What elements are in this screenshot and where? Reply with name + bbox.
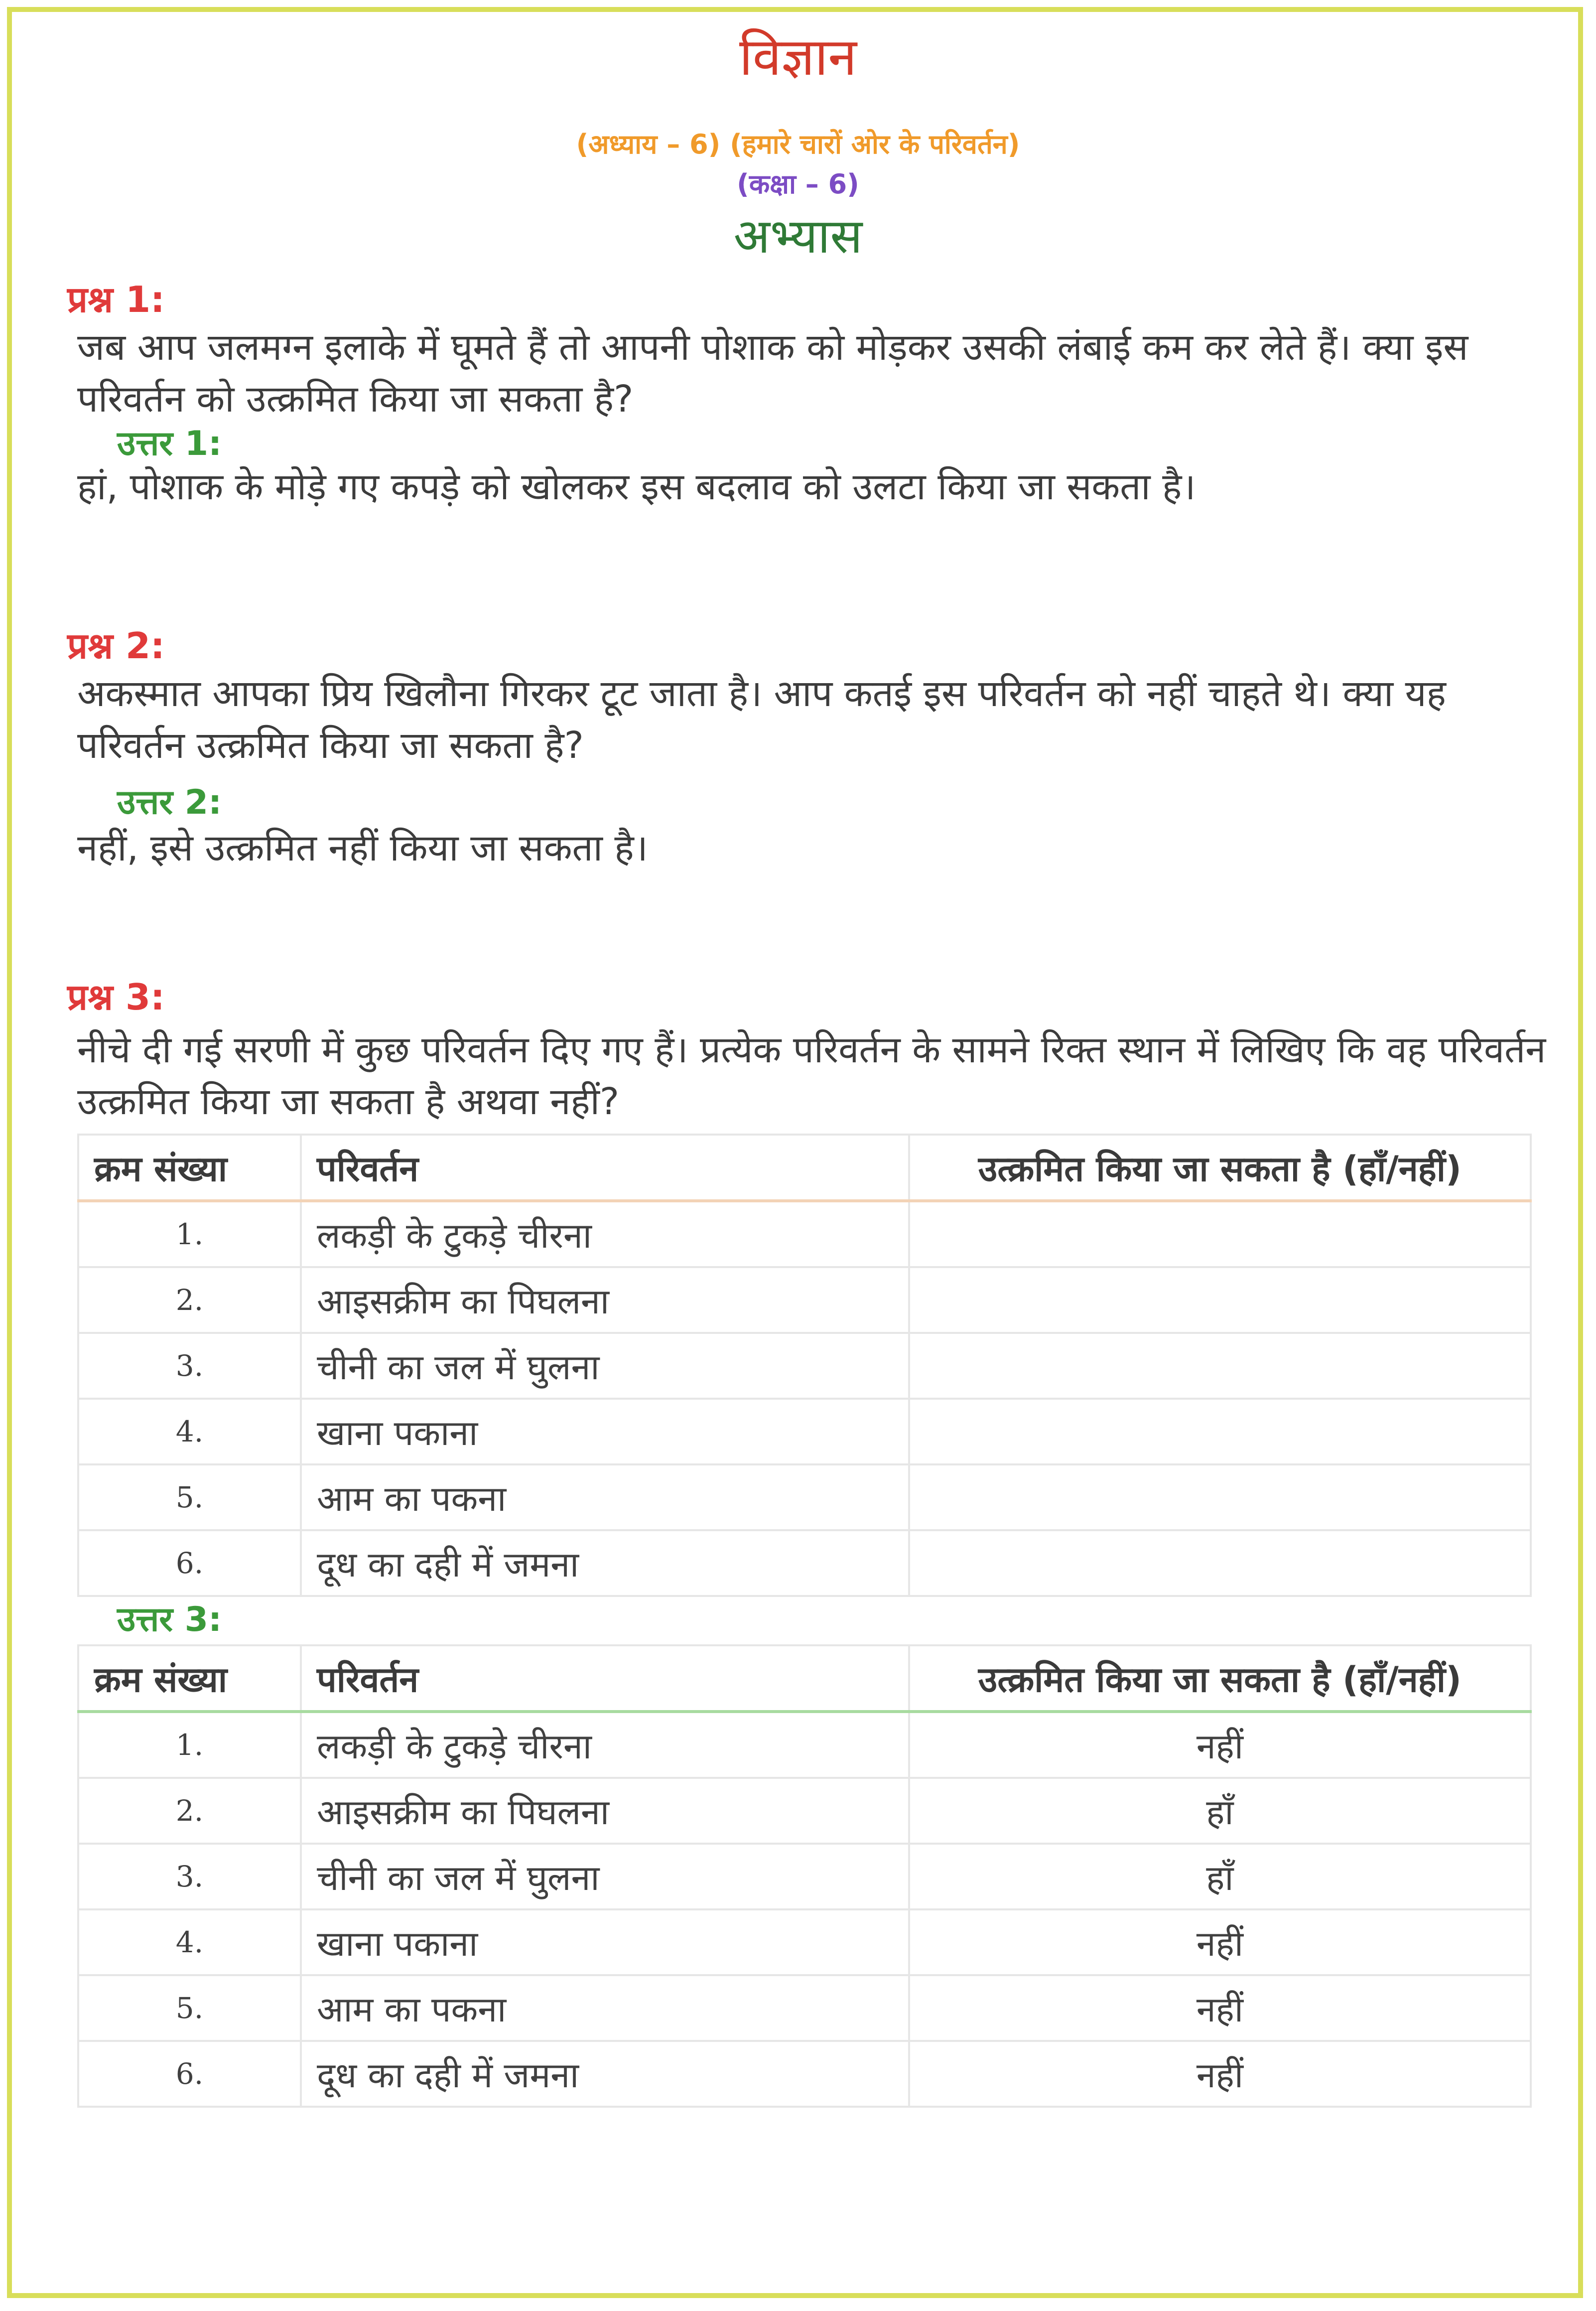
header-change: परिवर्तन xyxy=(301,1645,909,1712)
answer-2-label: उत्तर 2: xyxy=(117,783,222,822)
row-number: 3. xyxy=(78,1333,301,1399)
row-change: लकड़ी के टुकड़े चीरना xyxy=(301,1201,909,1267)
table-row xyxy=(78,2041,1531,2107)
header-change: परिवर्तन xyxy=(301,1135,909,1201)
blank-cell xyxy=(909,1399,1531,1464)
table-row xyxy=(78,1975,1531,2041)
row-change: चीनी का जल में घुलना xyxy=(301,1844,909,1909)
answer-3-label: उत्तर 3: xyxy=(117,1600,222,1639)
row-number: 4. xyxy=(78,1909,301,1975)
table-header-row xyxy=(78,1135,1531,1201)
blank-cell xyxy=(909,1267,1531,1333)
row-change: खाना पकाना xyxy=(301,1909,909,1975)
row-change: आइसक्रीम का पिघलना xyxy=(301,1778,909,1844)
blank-cell xyxy=(909,1464,1531,1530)
row-change: आइसक्रीम का पिघलना xyxy=(301,1267,909,1333)
row-change: आम का पकना xyxy=(301,1464,909,1530)
row-number: 6. xyxy=(78,2041,301,2107)
row-change: आम का पकना xyxy=(301,1975,909,2041)
question-3-text: नीचे दी गई सरणी में कुछ परिवर्तन दिए गए हैं। प्रत्येक परिवर्तन के सामने रिक्त स्थान में लिखिए कि वह परिवर्तन उत्क्रमित किया जा सकता है अथवा नहीं? xyxy=(77,1028,1546,1123)
class-heading: (कक्षा – 6) xyxy=(737,168,859,200)
header-serial: क्रम संख्या xyxy=(78,1135,301,1201)
blank-cell xyxy=(909,1201,1531,1267)
table-row xyxy=(78,1909,1531,1975)
row-number: 4. xyxy=(78,1399,301,1464)
question-2-label: प्रश्न 2: xyxy=(67,625,165,667)
question-2-text: अकस्मात आपका प्रिय खिलौना गिरकर टूट जाता है। आप कतई इस परिवर्तन को नहीं चाहते थे। क्या यह परिवर्तन उत्क्रमित किया जा सकता है? xyxy=(77,672,1446,767)
row-number: 2. xyxy=(78,1778,301,1844)
question-3-label: प्रश्न 3: xyxy=(67,976,165,1018)
header-reversible: उत्क्रमित किया जा सकता है (हाँ/नहीं) xyxy=(909,1645,1531,1712)
chapter-heading: (अध्याय – 6) (हमारे चारों ओर के परिवर्तन) xyxy=(576,129,1020,160)
row-change: लकड़ी के टुकड़े चीरना xyxy=(301,1712,909,1778)
question-table xyxy=(77,1134,1532,1597)
row-number: 1. xyxy=(78,1201,301,1267)
table-row xyxy=(78,1712,1531,1778)
table-row xyxy=(78,1201,1531,1267)
table-row xyxy=(78,1399,1531,1464)
row-number: 5. xyxy=(78,1464,301,1530)
question-1-text: जब आप जलमग्न इलाके में घूमते हैं तो आपनी पोशाक को मोड़कर उसकी लंबाई कम कर लेते हैं। क्या इस परिवर्तन को उत्क्रमित किया जा सकता है? xyxy=(77,326,1468,421)
answer-table xyxy=(77,1644,1532,2108)
answer-2-text: नहीं, इसे उत्क्रमित नहीं किया जा सकता है। xyxy=(77,827,648,869)
answer-1-label: उत्तर 1: xyxy=(117,424,222,463)
row-answer: हाँ xyxy=(909,1778,1531,1844)
answer-1-text: हां, पोशाक के मोड़े गए कपड़े को खोलकर इस बदलाव को उलटा किया जा सकता है। xyxy=(77,465,1196,508)
row-answer: हाँ xyxy=(909,1844,1531,1909)
row-number: 5. xyxy=(78,1975,301,2041)
blank-cell xyxy=(909,1530,1531,1596)
blank-cell xyxy=(909,1333,1531,1399)
row-answer: नहीं xyxy=(909,1712,1531,1778)
header-serial: क्रम संख्या xyxy=(78,1645,301,1712)
header-reversible: उत्क्रमित किया जा सकता है (हाँ/नहीं) xyxy=(909,1135,1531,1201)
section-heading: अभ्यास xyxy=(733,208,863,264)
table-row xyxy=(78,1267,1531,1333)
row-number: 6. xyxy=(78,1530,301,1596)
row-number: 3. xyxy=(78,1844,301,1909)
table-header-row xyxy=(78,1645,1531,1712)
row-number: 1. xyxy=(78,1712,301,1778)
row-change: दूध का दही में जमना xyxy=(301,1530,909,1596)
table-row xyxy=(78,1844,1531,1909)
table-row xyxy=(78,1464,1531,1530)
row-change: दूध का दही में जमना xyxy=(301,2041,909,2107)
row-answer: नहीं xyxy=(909,2041,1531,2107)
row-answer: नहीं xyxy=(909,1975,1531,2041)
table-row xyxy=(78,1778,1531,1844)
row-change: चीनी का जल में घुलना xyxy=(301,1333,909,1399)
row-change: खाना पकाना xyxy=(301,1399,909,1464)
row-answer: नहीं xyxy=(909,1909,1531,1975)
table-row xyxy=(78,1333,1531,1399)
page-title: विज्ञान xyxy=(739,26,857,87)
row-number: 2. xyxy=(78,1267,301,1333)
table-row xyxy=(78,1530,1531,1596)
question-1-label: प्रश्न 1: xyxy=(67,279,165,320)
